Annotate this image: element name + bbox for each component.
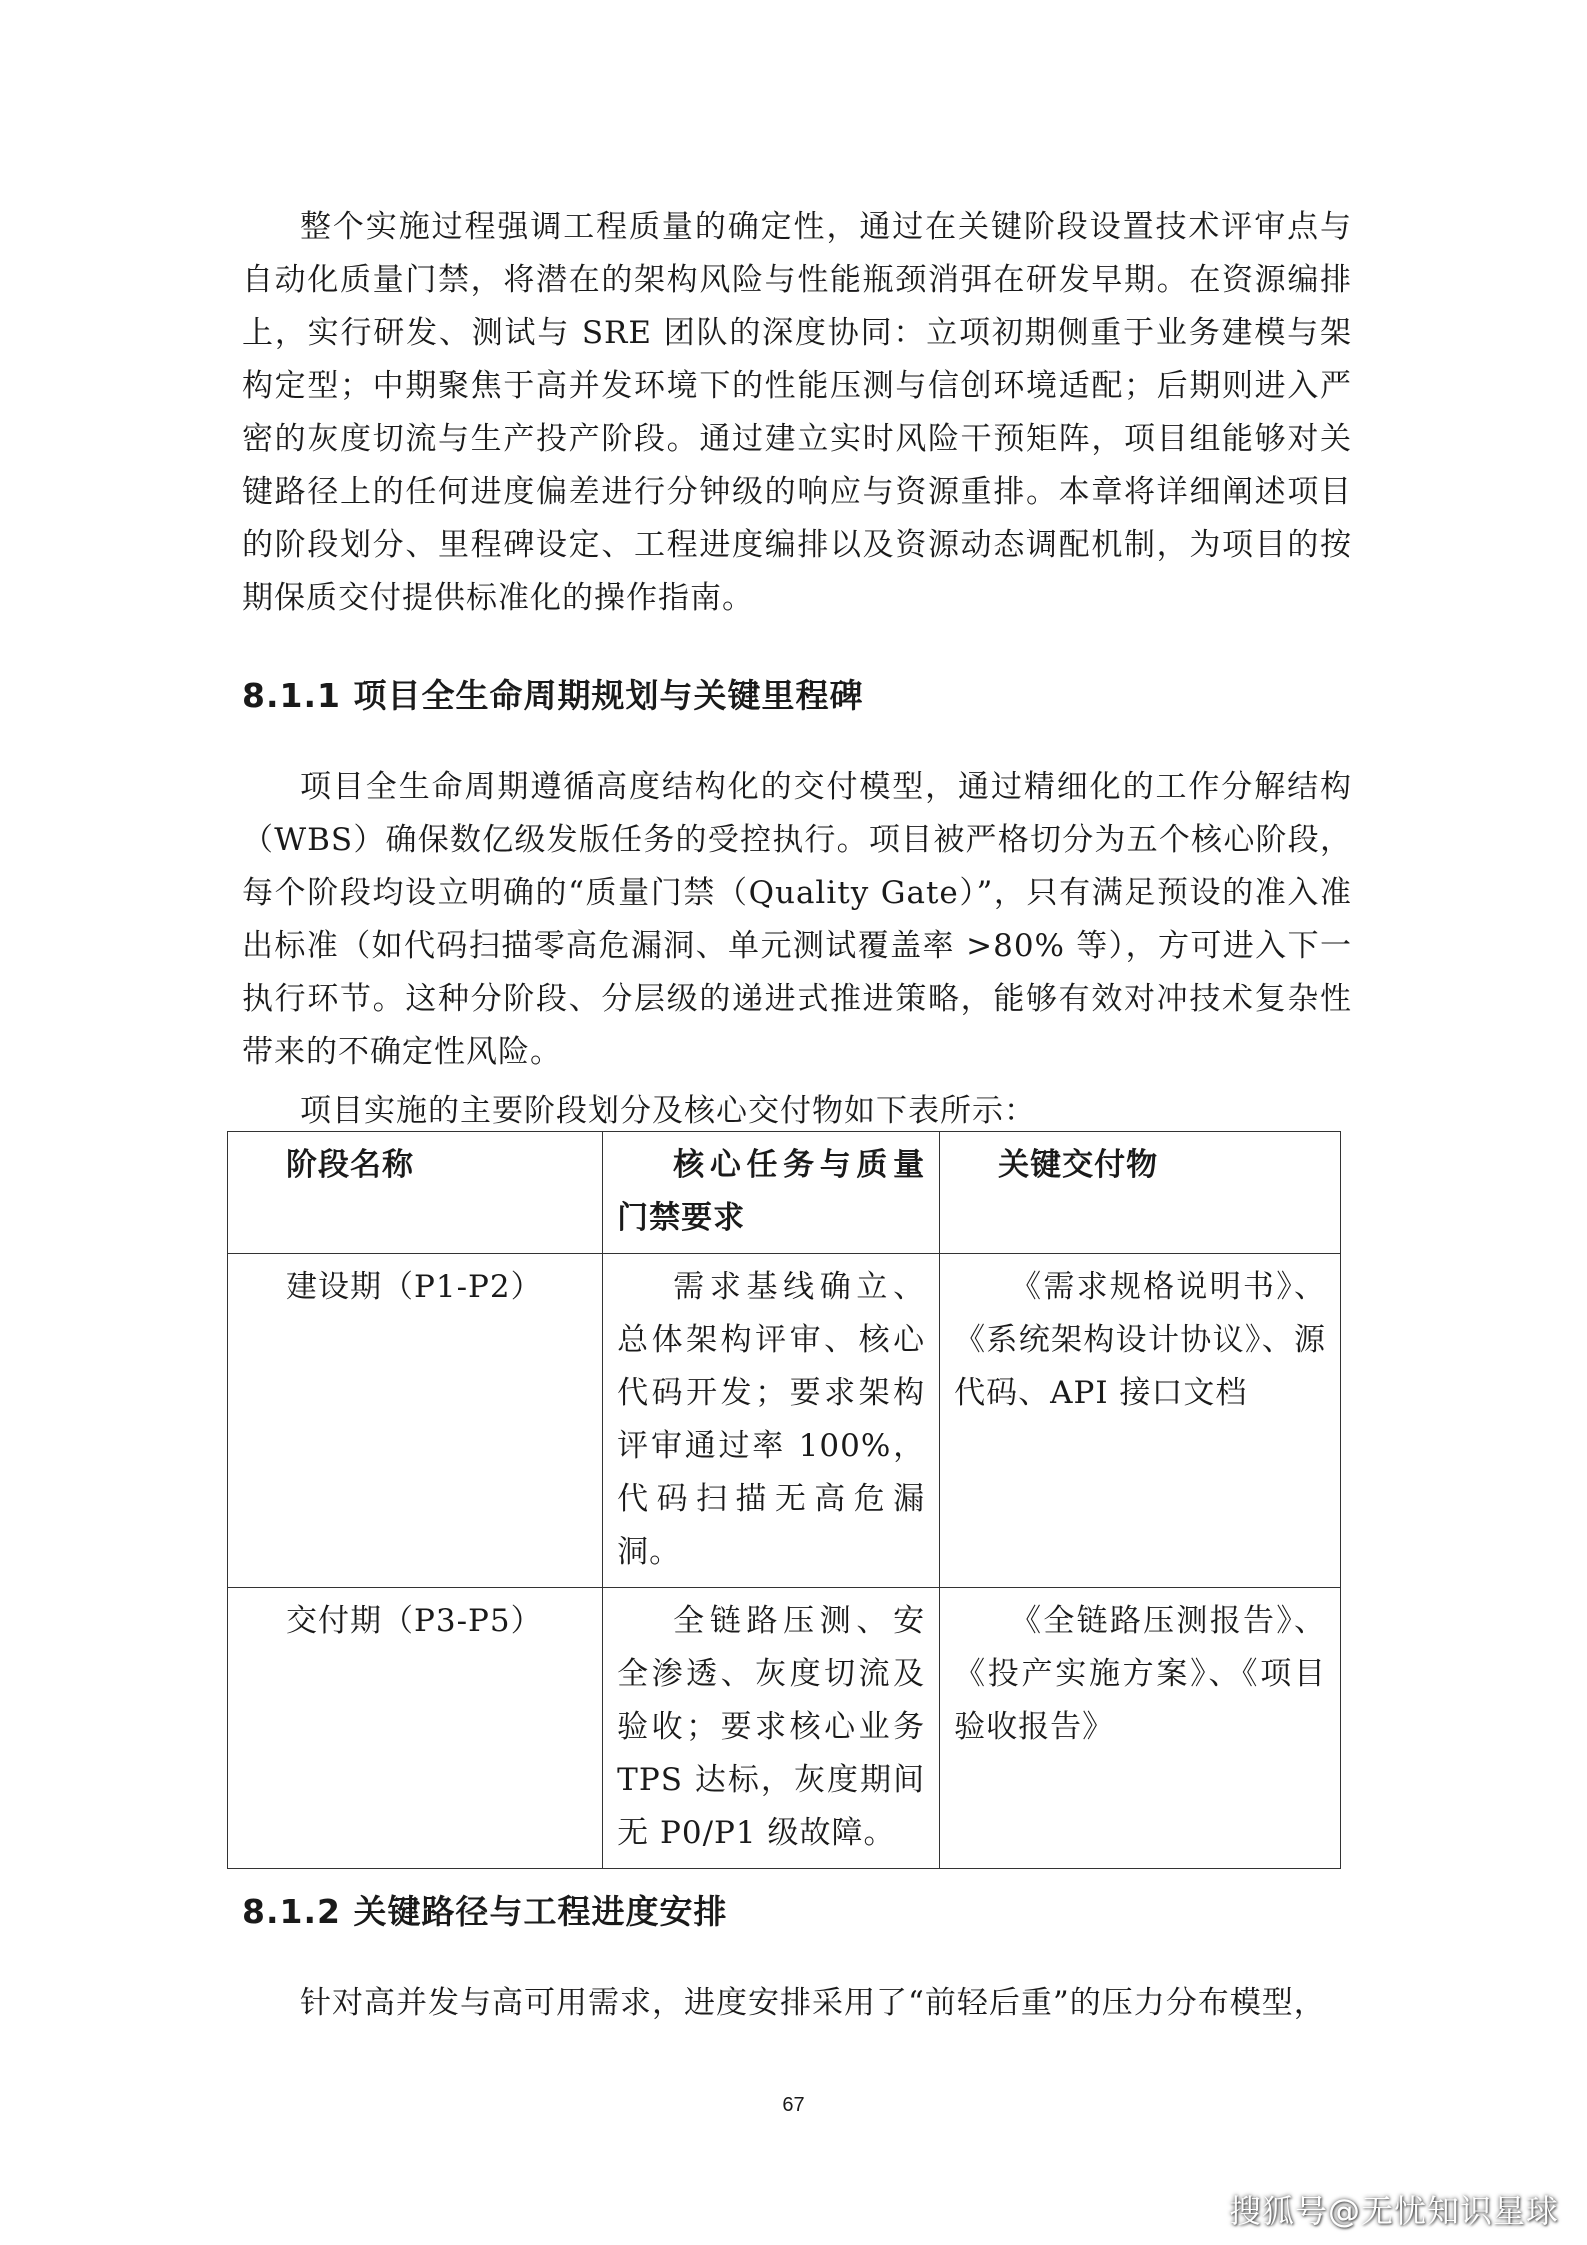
cell-tasks: 全链路压测、安全渗透、灰度切流及验收；要求核心业务 TPS 达标，灰度期间无 P0/P1 级故障。 xyxy=(603,1588,940,1869)
critical-path-paragraph: 针对高并发与高可用需求，进度安排采用了“前轻后重”的压力分布模型， xyxy=(300,1985,1326,2021)
section-heading-8-1-2: 8.1.2 关键路径与工程进度安排 xyxy=(242,1892,728,1931)
watermark: 搜狐号@无忧知识星球 xyxy=(1228,2192,1559,2230)
cell-phase-name: 建设期（P1-P2） xyxy=(228,1254,603,1588)
table-caption: 项目实施的主要阶段划分及核心交付物如下表所示： xyxy=(300,1093,1036,1129)
cell-deliverables: 《全链路压测报告》、《投产实施方案》、《项目验收报告》 xyxy=(940,1588,1341,1869)
cell-deliverables: 《需求规格说明书》、《系统架构设计协议》、源代码、API 接口文档 xyxy=(940,1254,1341,1588)
phase-table xyxy=(227,1131,1341,1869)
header-deliverables: 关键交付物 xyxy=(940,1132,1341,1254)
header-phase-name: 阶段名称 xyxy=(228,1132,603,1254)
table-header-row xyxy=(228,1132,1341,1254)
cell-phase-name: 交付期（P3-P5） xyxy=(228,1588,603,1869)
intro-paragraph: 整个实施过程强调工程质量的确定性，通过在关键阶段设置技术评审点与自动化质量门禁，将潜在的架构风险与性能瓶颈消弭在研发早期。在资源编排上，实行研发、测试与 SRE 团队的深度协同：立项初期侧重于业务建模与架构定型；中期聚焦于高并发环境下的性能压测与信创环境适配；后期则进入严密的灰度切流与生产投产阶段。通过建立实时风险干预矩阵，项目组能够对关键路径上的任何进度偏差进行分钟级的响应与资源重排。本章将详细阐述项目的阶段划分、里程碑设定、工程进度编排以及资源动态调配机制，为项目的按期保质交付提供标准化的操作指南。 xyxy=(242,209,1352,616)
table-row xyxy=(228,1588,1341,1869)
lifecycle-paragraph: 项目全生命周期遵循高度结构化的交付模型，通过精细化的工作分解结构（WBS）确保数亿级发版任务的受控执行。项目被严格切分为五个核心阶段，每个阶段均设立明确的“质量门禁（Quality Gate）”，只有满足预设的准入准出标准（如代码扫描零高危漏洞、单元测试覆盖率 >80% 等），方可进入下一执行环节。这种分阶段、分层级的递进式推进策略，能够有效对冲技术复杂性带来的不确定性风险。 xyxy=(242,769,1352,1070)
table-row xyxy=(228,1254,1341,1588)
header-tasks: 核心任务与质量门禁要求 xyxy=(603,1132,940,1254)
section-heading-8-1-1: 8.1.1 项目全生命周期规划与关键里程碑 xyxy=(242,676,864,715)
page-number: 67 xyxy=(782,2094,805,2116)
cell-tasks: 需求基线确立、总体架构评审、核心代码开发；要求架构评审通过率 100%，代码扫描无高危漏洞。 xyxy=(603,1254,940,1588)
